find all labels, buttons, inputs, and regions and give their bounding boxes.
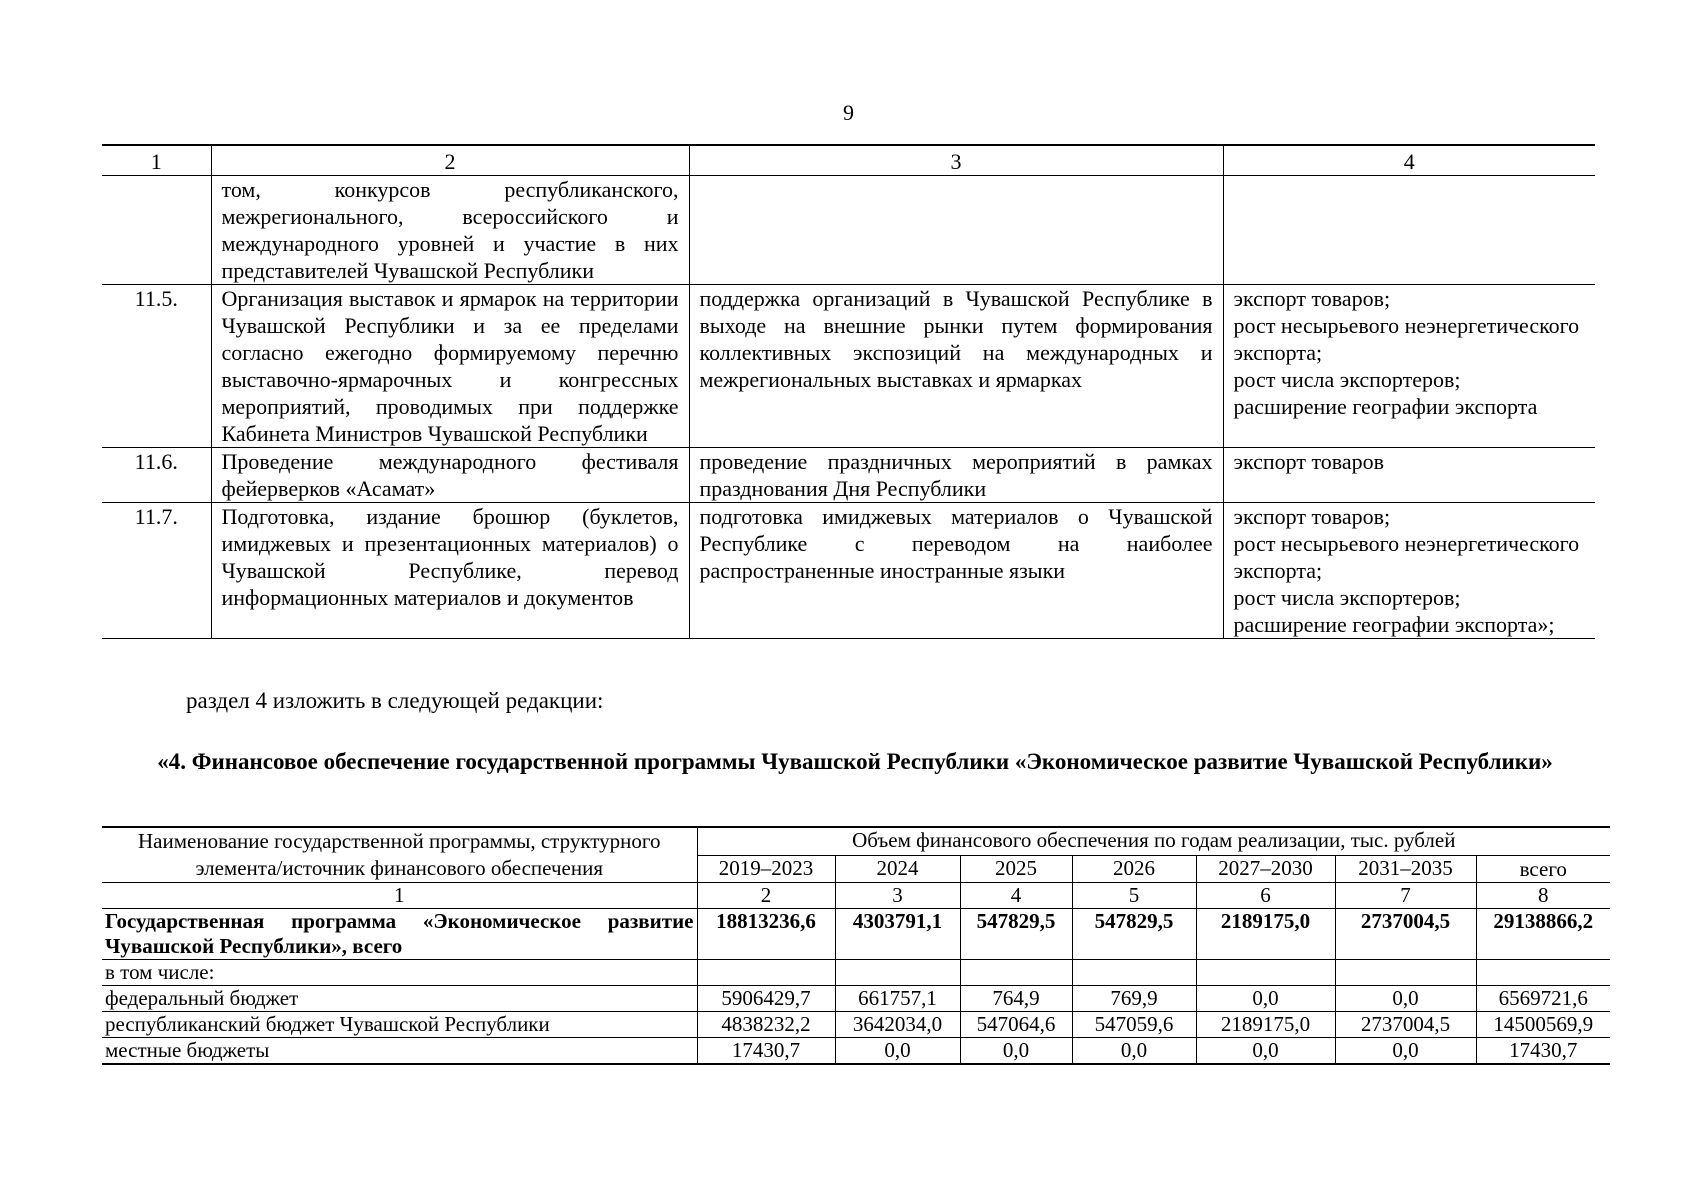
value-cell: 661757,1 xyxy=(835,986,960,1012)
column-number: 1 xyxy=(102,145,211,176)
value-cell: 2737004,5 xyxy=(1335,909,1476,960)
result-line: экспорт товаров; xyxy=(1233,504,1391,529)
result-cell xyxy=(1223,448,1595,503)
financing-header-row xyxy=(102,827,1610,855)
result-cell xyxy=(1223,503,1595,639)
result-line: экспорт товаров xyxy=(1233,449,1385,474)
column-number: 6 xyxy=(1196,883,1335,909)
value-cell: 769,9 xyxy=(1072,986,1196,1012)
value-cell xyxy=(1476,960,1610,986)
value-cell: 29138866,2 xyxy=(1476,909,1610,960)
row-number: 11.5. xyxy=(102,285,211,448)
value-cell: 14500569,9 xyxy=(1476,1012,1610,1038)
result-line: расширение географии экспорта»; xyxy=(1233,612,1555,637)
column-number: 2 xyxy=(211,145,689,176)
result-line: рост несырьевого неэнергетического экспорта; xyxy=(1233,531,1580,583)
value-cell: 2737004,5 xyxy=(1335,1012,1476,1038)
value-cell: 0,0 xyxy=(960,1038,1072,1065)
name-header: Наименование государственной программы, структурного элемента/источник финансового обеспечения xyxy=(102,827,697,883)
value-cell: 547064,6 xyxy=(960,1012,1072,1038)
value-cell xyxy=(1072,960,1196,986)
row-number: 11.6. xyxy=(102,448,211,503)
table-row xyxy=(102,1012,1610,1038)
result-line: экспорт товаров; xyxy=(1233,286,1391,311)
measure-cell: Проведение международного фестиваля фейерверков «Асамат» xyxy=(211,448,689,503)
volume-header: Объем финансового обеспечения по годам реализации, тыс. рублей xyxy=(697,827,1610,855)
page-number: 9 xyxy=(843,100,854,125)
value-cell: 547829,5 xyxy=(960,909,1072,960)
source-name: федеральный бюджет xyxy=(102,986,697,1012)
column-number: 7 xyxy=(1335,883,1476,909)
measure-cell: Организация выставок и ярмарок на территории Чувашской Республики и за ее пределами согласно ежегодно формируемому перечню выставочно-ярмарочных и конгрессных мероприятий, проводимых при поддержке Кабинета Министров Чувашской Республики xyxy=(211,285,689,448)
description-cell: подготовка имиджевых материалов о Чувашской Республике с переводом на наиболее распространенные иностранные языки xyxy=(689,503,1223,639)
value-cell xyxy=(960,960,1072,986)
value-cell: 0,0 xyxy=(1335,1038,1476,1065)
result-cell xyxy=(1223,285,1595,448)
description-cell xyxy=(689,176,1223,285)
source-name: в том числе: xyxy=(102,960,697,986)
value-cell: 5906429,7 xyxy=(697,986,835,1012)
value-cell: 6569721,6 xyxy=(1476,986,1610,1012)
value-cell: 764,9 xyxy=(960,986,1072,1012)
table-row xyxy=(102,448,1595,503)
value-cell: 2189175,0 xyxy=(1196,1012,1335,1038)
result-line: рост числа экспортеров; xyxy=(1233,585,1461,610)
value-cell: 2189175,0 xyxy=(1196,909,1335,960)
result-line: рост числа экспортеров; xyxy=(1233,367,1461,392)
value-cell: 547059,6 xyxy=(1072,1012,1196,1038)
section-title: «4. Финансовое обеспечение государственной программы Чувашской Республики «Экономическое развитие Чувашской Республики» xyxy=(157,749,1553,774)
source-name: местные бюджеты xyxy=(102,1038,697,1065)
measure-cell: том, конкурсов республиканского, межрегионального, всероссийского и международного уровней и участие в них представителей Чувашской Республики xyxy=(211,176,689,285)
value-cell: 3642034,0 xyxy=(835,1012,960,1038)
column-number: 3 xyxy=(835,883,960,909)
period-header: всего xyxy=(1476,855,1610,883)
financing-colnum-row xyxy=(102,883,1610,909)
value-cell: 17430,7 xyxy=(1476,1038,1610,1065)
column-number: 1 xyxy=(102,883,697,909)
table-row xyxy=(102,285,1595,448)
column-number: 2 xyxy=(697,883,835,909)
description-cell: проведение праздничных мероприятий в рамках празднования Дня Республики xyxy=(689,448,1223,503)
period-header: 2031–2035 xyxy=(1335,855,1476,883)
value-cell: 547829,5 xyxy=(1072,909,1196,960)
value-cell: 0,0 xyxy=(835,1038,960,1065)
result-line: расширение географии экспорта xyxy=(1233,394,1538,419)
table-row xyxy=(102,1038,1610,1065)
value-cell: 4303791,1 xyxy=(835,909,960,960)
table-row xyxy=(102,986,1610,1012)
measures-table-header xyxy=(102,145,1595,176)
result-cell xyxy=(1223,176,1595,285)
column-number: 4 xyxy=(960,883,1072,909)
row-number: 11.7. xyxy=(102,503,211,639)
table-row xyxy=(102,960,1610,986)
program-name: Государственная программа «Экономическое развитие Чувашской Республики», всего xyxy=(102,909,697,960)
period-header: 2025 xyxy=(960,855,1072,883)
column-number: 5 xyxy=(1072,883,1196,909)
column-number: 8 xyxy=(1476,883,1610,909)
source-name: республиканский бюджет Чувашской Республики xyxy=(102,1012,697,1038)
table-row xyxy=(102,909,1610,960)
period-header: 2024 xyxy=(835,855,960,883)
value-cell xyxy=(1196,960,1335,986)
value-cell: 4838232,2 xyxy=(697,1012,835,1038)
value-cell xyxy=(835,960,960,986)
value-cell xyxy=(697,960,835,986)
period-header: 2027–2030 xyxy=(1196,855,1335,883)
description-cell: поддержка организаций в Чувашской Республике в выходе на внешние рынки путем формирования коллективных экспозиций на международных и межрегиональных выставках и ярмарках xyxy=(689,285,1223,448)
table-row xyxy=(102,176,1595,285)
intro-paragraph: раздел 4 изложить в следующей редакции: xyxy=(186,688,604,713)
value-cell: 0,0 xyxy=(1335,986,1476,1012)
result-line: рост несырьевого неэнергетического экспорта; xyxy=(1233,313,1580,365)
value-cell: 0,0 xyxy=(1072,1038,1196,1065)
measures-table xyxy=(102,144,1595,639)
value-cell: 0,0 xyxy=(1196,986,1335,1012)
column-number: 3 xyxy=(689,145,1223,176)
row-number xyxy=(102,176,211,285)
value-cell: 0,0 xyxy=(1196,1038,1335,1065)
table-row xyxy=(102,503,1595,639)
financing-table xyxy=(102,826,1610,1065)
value-cell: 18813236,6 xyxy=(697,909,835,960)
period-header: 2019–2023 xyxy=(697,855,835,883)
value-cell xyxy=(1335,960,1476,986)
measure-cell: Подготовка, издание брошюр (буклетов, имиджевых и презентационных материалов) о Чувашской Республике, перевод информационных материалов и документов xyxy=(211,503,689,639)
value-cell: 17430,7 xyxy=(697,1038,835,1065)
period-header: 2026 xyxy=(1072,855,1196,883)
column-number: 4 xyxy=(1223,145,1595,176)
